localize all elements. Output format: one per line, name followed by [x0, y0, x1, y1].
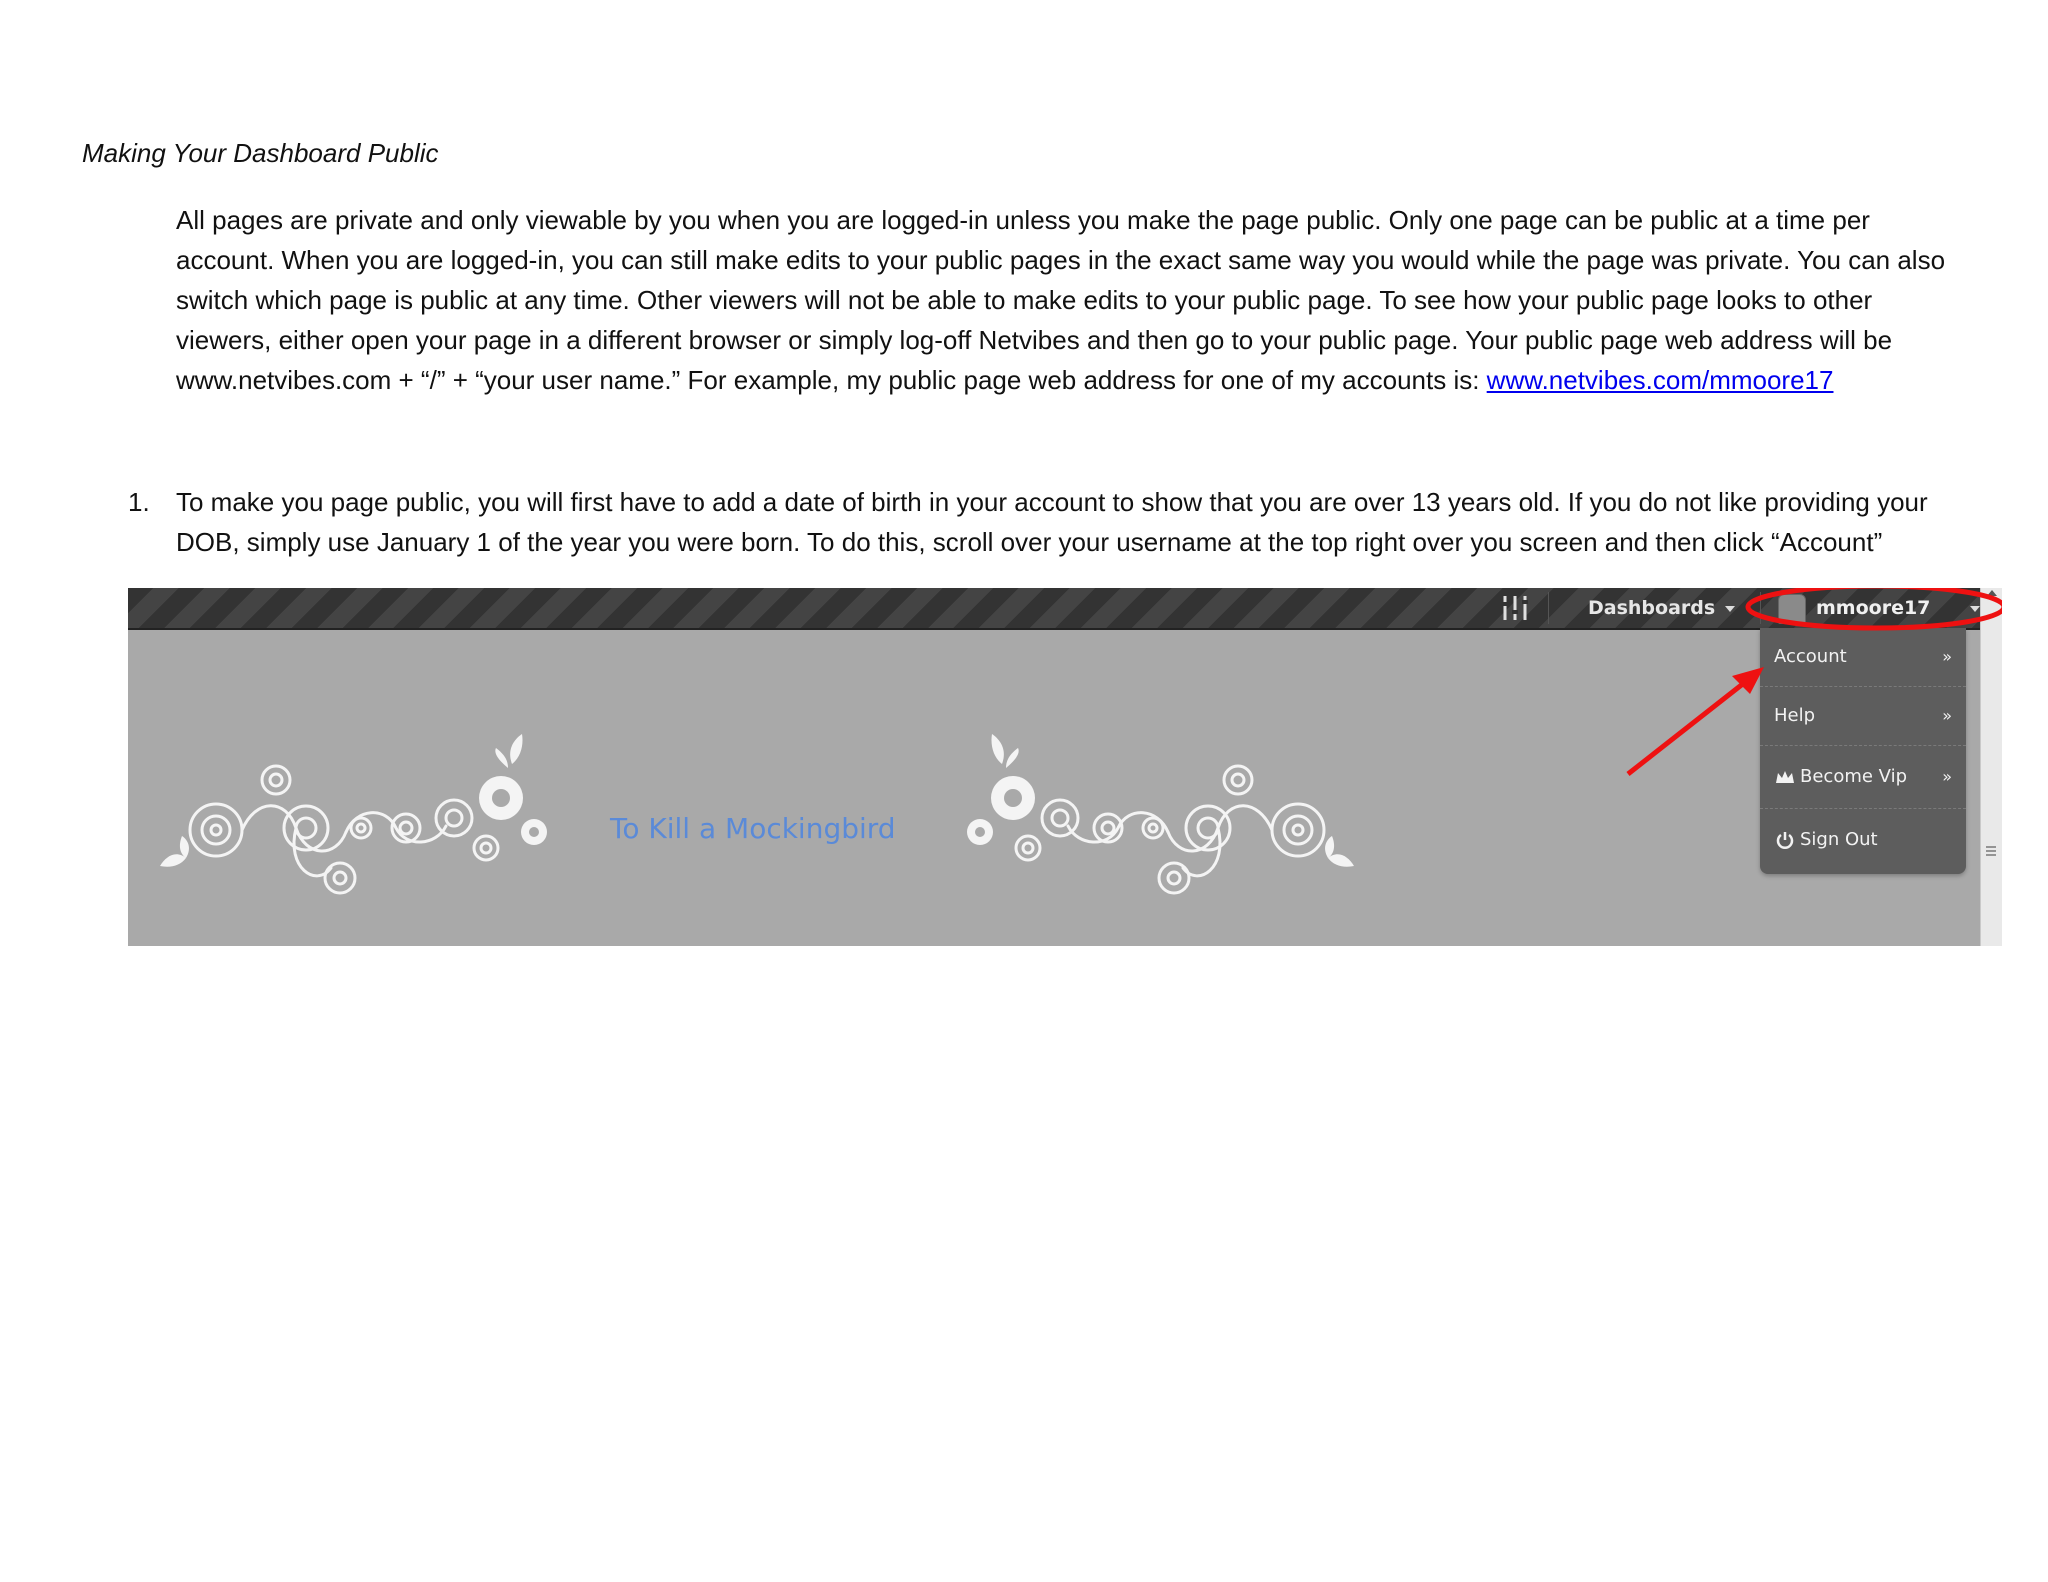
bar-separator: [1760, 592, 1761, 624]
menu-item-label: Become Vip: [1800, 766, 1908, 787]
step-text: To make you page public, you will first have to add a date of birth in your account to show that you are over 13 years old. If you do not like providing your DOB, simply use January 1 of the year you were born. To do this, scroll over your username at the top right over you screen and then click “Account”: [176, 487, 1928, 557]
chevron-right-icon: »: [1942, 706, 1952, 725]
user-dropdown-menu: [1760, 628, 1966, 874]
swirl-ornament-right: [938, 728, 1358, 908]
menu-item-label: Sign Out: [1800, 829, 1878, 850]
dashboards-label: Dashboards: [1588, 597, 1716, 619]
public-page-link[interactable]: www.netvibes.com/mmoore17: [1486, 365, 1834, 395]
netvibes-screenshot: [128, 588, 2002, 946]
chevron-right-icon: »: [1942, 767, 1952, 786]
user-menu-button[interactable]: [1764, 590, 1986, 626]
bar-separator: [1548, 592, 1549, 624]
menu-item-label-wrap: [1774, 809, 1878, 871]
intro-paragraph: [176, 200, 1966, 400]
section-heading: Making Your Dashboard Public: [82, 138, 439, 168]
vertical-scrollbar[interactable]: [1980, 588, 2002, 946]
chevron-right-icon: »: [1942, 647, 1952, 666]
crown-icon: [1774, 766, 1796, 788]
menu-item-become-vip[interactable]: [1760, 746, 1966, 809]
swirl-ornament-left: [156, 728, 576, 908]
chevron-down-icon: [1725, 606, 1735, 612]
dashboard-title-link[interactable]: To Kill a Mockingbird: [610, 812, 896, 845]
intro-paragraph-text: All pages are private and only viewable by you when you are logged-in unless you make the page public. Only one page can be public at a time per account. When you are logged-in, you can still make edits to your public pages in the exact same way you would while the page was private. You can also switch which page is public at any time. Other viewers will not be able to make edits to your public page. To see how your public page looks to other viewers, either open your page in a different browser or simply log-off Netvibes and then go to your public page. Your public page web address will be www.netvibes.com + “/” + “your user name.” For example, my public page web address for one of my accounts is:: [176, 205, 1946, 395]
step-number: 1.: [128, 487, 150, 517]
power-icon: [1774, 829, 1796, 851]
scroll-grip-icon[interactable]: [1985, 844, 1997, 858]
menu-item-sign-out[interactable]: [1760, 809, 1966, 871]
chevron-down-icon: [1970, 606, 1980, 612]
menu-item-label: Account: [1774, 646, 1847, 667]
menu-item-label: Help: [1774, 705, 1816, 726]
top-bar: [128, 588, 2002, 630]
username-label: mmoore17: [1816, 597, 1931, 619]
red-arrow-line: [1628, 672, 1758, 774]
menu-item-account[interactable]: [1760, 628, 1966, 687]
settings-sliders-icon[interactable]: [1500, 594, 1530, 622]
dashboards-menu-button[interactable]: [1580, 592, 1743, 624]
avatar: [1778, 594, 1806, 624]
menu-item-help[interactable]: [1760, 687, 1966, 746]
menu-item-label-wrap: [1774, 746, 1907, 808]
scroll-up-arrow-icon[interactable]: [1987, 590, 1997, 596]
